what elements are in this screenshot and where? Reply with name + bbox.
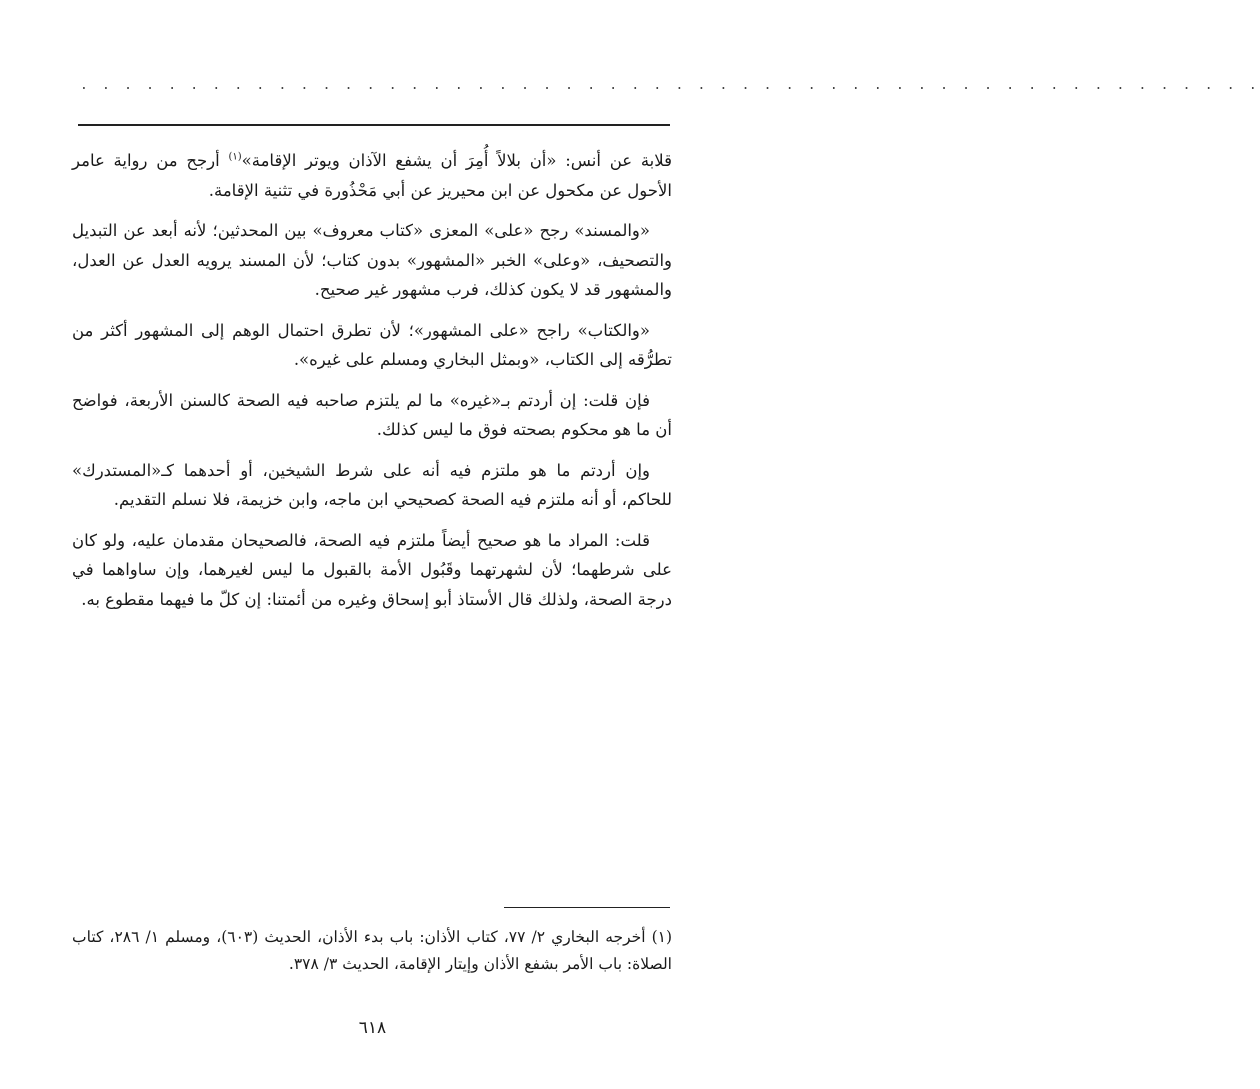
footnote-marker: (١) — [228, 151, 242, 163]
paragraph-5: وإن أردتم ما هو ملتزم فيه أنه على شرط الشيخين، أو أحدهما كـ«المستدرك» للحاكم، أو أنه ملتزم فيه الصحة كصحيحي ابن ماجه، وابن خزيمة، فلا نسلم التقديم. — [72, 460, 672, 509]
paragraph-2: «والمسند» رجح «على» المعزى «كتاب معروف» بين المحدثين؛ لأنه أبعد عن التبديل والتصحيف، «وعلى» الخبر «المشهور» بدون كتاب؛ لأن المسند يرويه العدل عن العدل، والمشهور قد لا يكون كذلك، فرب مشهور غير صحيح. — [72, 221, 672, 299]
footnote-rule — [504, 907, 670, 908]
paragraph-1-part-1: قلابة عن أنس: «أن بلالاً أُمِرَ أن يشفع الآذان ويوتر الإقامة» — [241, 151, 672, 170]
paragraph-6: قلت: المراد ما هو صحيح أيضاً ملتزم فيه الصحة، فالصحيحان مقدمان عليه، ولو كان على شرطهما؛ لأن لشهرتهما وقَبُول الأمة بالقبول ما ليس لغيرهما، وإن ساواهما في درجة الصحة، ولذلك قال الأستاذ أبو إسحاق وغيره من أئمتنا: إن كلّ ما فيهما مقطوع به. — [72, 530, 672, 609]
page-number: ٦١٨ — [358, 1018, 387, 1038]
paragraph-4: فإن قلت: إن أردتم بـ«غيره» ما لم يلتزم صاحبه فيه الصحة كالسنن الأربعة، فواضح أن ما هو محكوم بصحته فوق ما ليس كذلك. — [72, 390, 672, 439]
dotted-header-line: . . . . . . . . . . . . . . . . . . . . . . . . . . . . . . . . . . . . . . . . . . . . . . . . . . . . . . — [80, 78, 1260, 93]
footnote-text: (١) أخرجه البخاري ٢/ ٧٧، كتاب الأذان: باب بدء الأذان، الحديث (٦٠٣)، ومسلم ١/ ٢٨٦، كتاب الصلاة: باب الأمر بشفع الأذان وإيتار الإقامة، الحديث ٣/ ٣٧٨. — [72, 928, 673, 973]
paragraph-1 — [72, 146, 672, 205]
paragraph-1-part-2: أرجح من رواية عامر الأحول عن مكحول عن ابن محيريز عن أبي مَحْذُورة في تثنية الإقامة. — [72, 151, 672, 200]
paragraph-3: «والكتاب» راجح «على المشهور»؛ لأن تطرق احتمال الوهم إلى المشهور أكثر من تطرُّقه إلى الكتاب، «وبمثل البخاري ومسلم على غيره». — [72, 320, 672, 369]
header-rule — [78, 124, 670, 126]
main-text — [72, 146, 672, 625]
footnote — [72, 924, 672, 978]
